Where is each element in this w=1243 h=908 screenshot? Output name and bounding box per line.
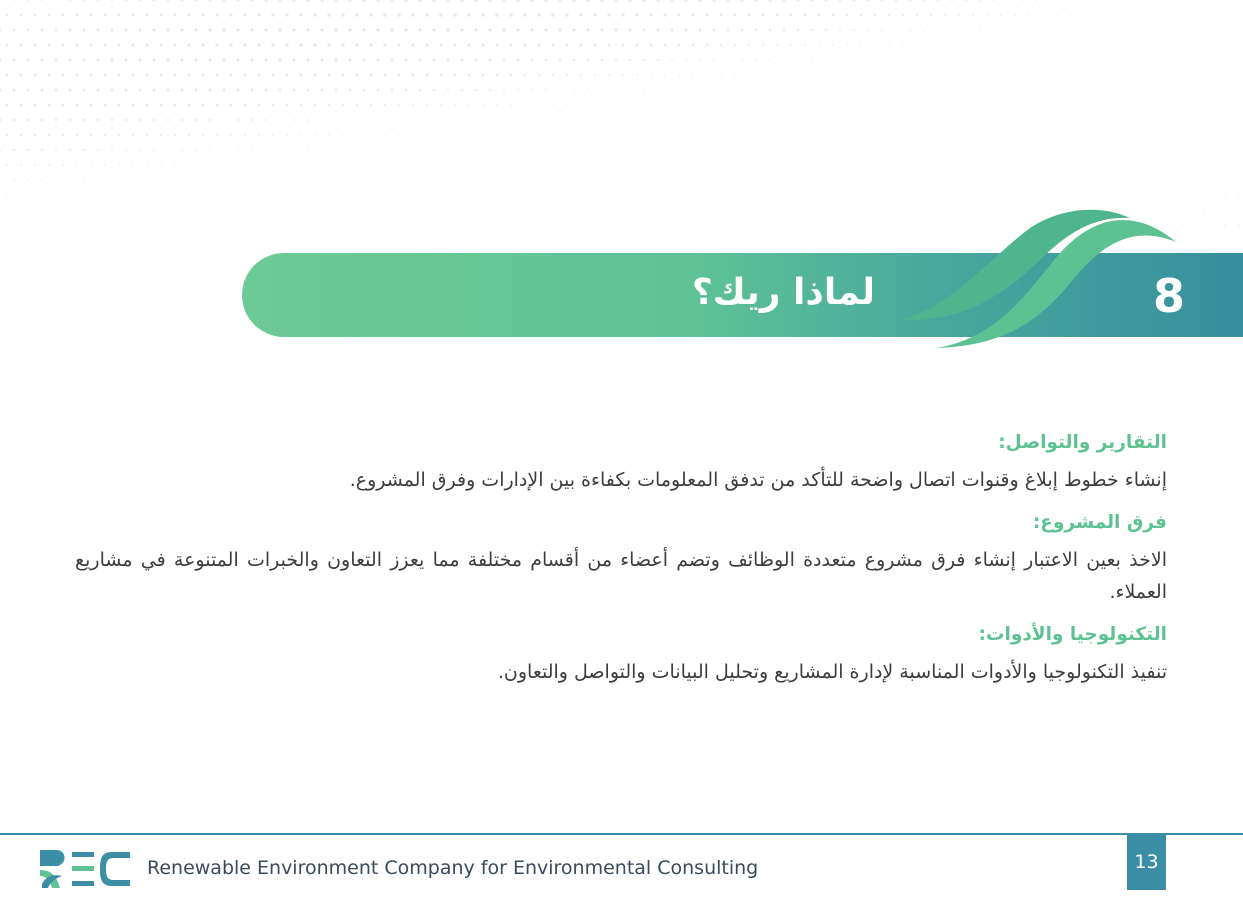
- subsection-title-reporting: التقارير والتواصل:: [998, 432, 1167, 453]
- subsection-body-reporting: إنشاء خطوط إبلاغ وقنوات اتصال واضحة للتأكد من تدفق المعلومات بكفاءة بين الإدارات وفرق المشروع.: [349, 469, 1167, 491]
- rec-logo-icon: [38, 848, 134, 890]
- subsection-body-technology: تنفيذ التكنولوجيا والأدوات المناسبة لإدارة المشاريع وتحليل البيانات والتواصل والتعاون.: [497, 661, 1167, 683]
- footer-company-name: Renewable Environment Company for Environmental Consulting: [147, 857, 759, 879]
- subsection-title-project-teams: فرق المشروع:: [1032, 512, 1167, 533]
- footer-divider: [0, 833, 1243, 835]
- subsection-body-project-teams: الاخذ بعين الاعتبار إنشاء فرق مشروع متعددة الوظائف وتضم أعضاء من أقسام مختلفة مما يعزز التعاون والخبرات المتنوعة في مشاريع العملاء.: [75, 549, 1167, 603]
- page-number: 13: [1127, 834, 1166, 890]
- section-title: لماذا ريك؟: [691, 272, 875, 313]
- content-body: [75, 428, 1167, 700]
- leaf-swoosh-icon: [880, 198, 1180, 358]
- subsection-title-technology: التكنولوجيا والأدوات:: [978, 624, 1167, 645]
- section-number: 8: [1152, 269, 1185, 323]
